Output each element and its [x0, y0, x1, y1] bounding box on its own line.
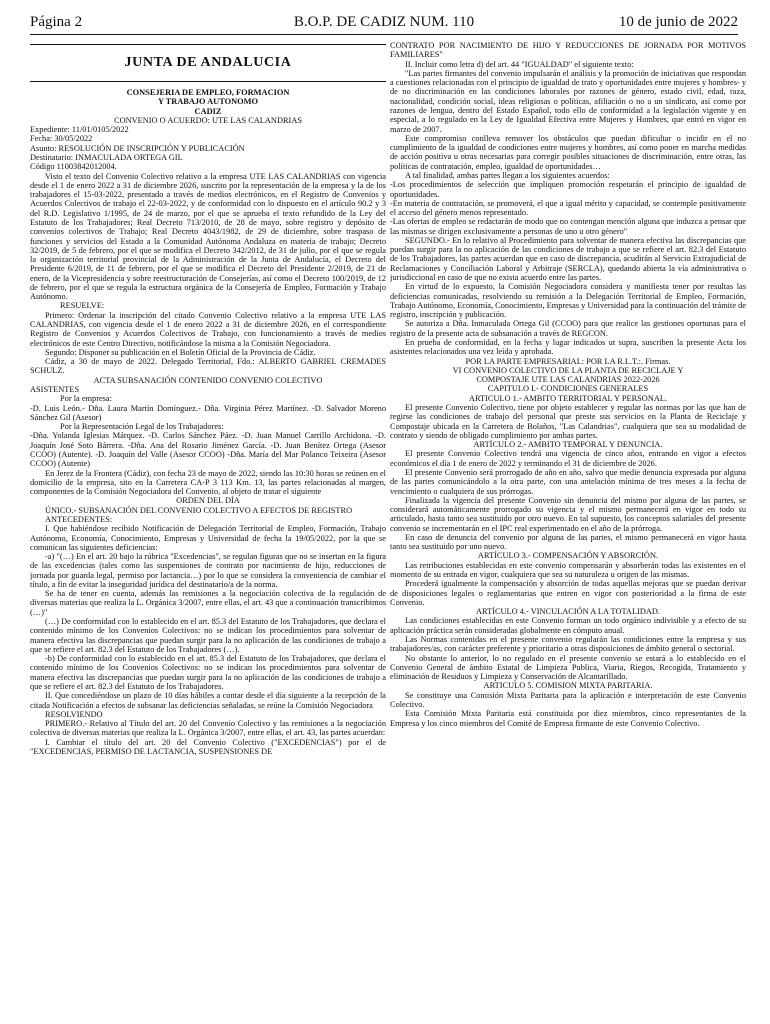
subheading: ASISTENTES — [30, 385, 80, 394]
body-paragraph: En prueba de conformidad, en la fecha y lugar indicados ut supra, suscriben la presente Acta los asistentes relacionados una vez leída y aprobada. — [390, 338, 746, 357]
body-paragraph: Visto el texto del Convenio Colectivo relativo a la empresa UTE LAS CALANDRIAS con vigencia desde el 1 de enero 2022 a 31 de diciembre 2026, suscrito por la representación de la empresa y la de los trabajadores el 15-03-2022, presentado a través de medios electrónicos, en el Registro de Convenios y Acuerdos Colectivos de trabajo el 22-03-2022, y de conformidad con lo dispuesto en el artículo 90.2 y 3 del R.D. Legislativo 1/1995, de 24 de marzo, por el que se aprueba el texto refundido de la Ley del Estatuto de los Trabajadores; Real Decreto 713/2010, de 28 de mayo, sobre registro y depósito de convenios colectivos de Trabajo; Real Decreto 4043/1982, de 29 de diciembre, sobre traspaso de funciones y servicios del Estado a la Comunidad Autónoma Andaluza en materia de trabajo; Decreto 32/2019, de 5 de febrero, por el que se modifica el Decreto 342/2012, de 31 de julio, por el que se regula la organización territorial provincial de la Administración de la Junta de Andalucía, el Decreto del Presidente 6/2019, de 11 de febrero, por el que se modifica el Decreto del Presidente 2/2019, de 21 de enero, de la Vicepresidencia y sobre reestructuración de Consejerías, así como el Decreto 100/2019, de 12 de febrero, por el que se regula la estructura orgánica de la Consejería de Empleo, Formación y Trabajo Autónomo. — [30, 171, 386, 302]
article-heading: ARTÍCULO 2.- AMBITO TEMPORAL Y DENUNCIA. — [473, 440, 663, 450]
publication-title: B.O.P. DE CADIZ NUM. 110 — [293, 14, 475, 30]
subheading: RESOLVIENDO — [45, 709, 103, 719]
subheading: Por la empresa: — [60, 394, 112, 404]
body-paragraph: -a) "(…) En el art. 20 bajo la rúbrica "Excedencias", se regulan figuras que no se insertan en la figura de las excedencias (tales como las suspensiones de contrato por nacimiento de hijo, reducciones de jornada por guarda legal, permiso por lactancia…) por lo que se considera la conveniencia de cambiar el título, a fin de evitar la inseguridad jurídica del destinatario/a de la norma. — [30, 552, 386, 589]
chapter-heading: CAPITULO I.- CONDICIONES GENERALES — [487, 384, 649, 394]
subheading: Por la Representación Legal de los Trabajadores: — [60, 422, 224, 432]
right-column — [390, 41, 746, 1021]
authority-location: CADIZ — [194, 106, 222, 116]
subheading: RESUELVE: — [60, 301, 105, 311]
body-paragraph: En virtud de lo expuesto, la Comisión Negociadora considera y manifiesta tener por resultas las deficiencias comunicadas, resolviendo su remisión a la Delegación Territorial de Empleo, Formación, Trabajo Autónomo, Economía, Conocimiento, Empresas y Universidad para la continuación del trámite de registro, inscripción y publicación. — [390, 282, 746, 320]
article-heading: ARTÍCULO 3.- COMPENSACIÓN Y ABSORCIÓN. — [477, 551, 659, 561]
body-paragraph: Las Normas contenidas en el presente convenio regularán las condiciones entre la empresa y sus trabajadores/as, con carácter preferente y prioritario a otras disposiciones de ámbito general o sectorial. — [390, 635, 746, 654]
body-paragraph: A tal finalidad, ambas partes llegan a los siguientes acuerdos: — [405, 170, 610, 180]
body-paragraph: No obstante lo anterior, lo no regulado en el presente convenio se estará a lo establecido en el Convenio General de ámbito Estatal de Limpieza Publica, Viaria, Riegos, Recogida, Tratamiento y eliminación de Residuos y Limpieza y Conservación de Alcantarillado. — [390, 653, 746, 682]
body-paragraph: -Dña. Yolanda Iglesias Márquez. -D. Carlos Sánchez Páez. -D. Juan Manuel Carrillo Archidona. -D. Joaquín José Soto Bárrera. -Dña. Ana del Rosario Jiménez García. -D. Juan Benítez Ortega (Asesor CCOO) (Autente). -D. Joaquín del Valle (Asesor CCOO) -Dña. María del Mar Polanco Teixeira (Asesor CCOO) (Autente) — [30, 431, 386, 469]
body-paragraph: -D. Luis León.- Dña. Laura Martín Domínguez.- Dña. Virginia Pérez Martínez. -D. Salvador Moreno Sánchez Gil (Asesor) — [30, 403, 386, 422]
left-column — [30, 44, 386, 1024]
body-paragraph: Las condiciones establecidas en este Convenio forman un todo orgánico indivisible y a efecto de su aplicación práctica serán consideradas globalmente en cómputo anual. — [390, 616, 746, 635]
body-paragraph: Se ha de tener en cuenta, además las remisiones a la negociación colectiva de la regulación de diversas materias que realiza la L. Orgánica 3/2007, entre ellas, el art. 43 que a continuación transcribimos (…)" — [30, 589, 386, 617]
convention-title: VI CONVENIO COLECTIVO DE LA PLANTA DE RECICLAJE Y — [452, 365, 684, 375]
body-paragraph: II. Que concediéndose un plazo de 10 días hábiles a contar desde el día siguiente a la recepción de la citada Notificación a efectos de subsanar las deficiencias señaladas, se reúne la Comisión Negociadora — [30, 691, 386, 710]
body-paragraph: Se autoriza a Dña. Inmaculada Ortega Gil (CCOO) para que realice las gestiones oportunas para el registro de la presente acta de subsanación a través de REGCON. — [390, 319, 746, 338]
agreement-title: CONVENIO O ACUERDO: UTE LAS CALANDRIAS — [114, 115, 302, 125]
article-heading: ARTICULO 5. COMISION MIXTA PARITARIA. — [483, 681, 653, 691]
list-item: -En materia de contratación, se promoverá, el que a igual mérito y capacidad, se contemple positivamente el acceso del género menos representado. — [390, 198, 746, 218]
signature-line: POR LA PARTE EMPRESARIAL: POR LA R.L.T.:. Firmas. — [465, 356, 671, 366]
body-paragraph: CONTRATO POR NACIMIENTO DE HIJO Y REDUCCIONES DE JORNADA POR MOTIVOS FAMILIARES" — [390, 41, 746, 60]
section-heading — [30, 44, 386, 82]
body-paragraph: En Jerez de la Frontera (Cádiz), con fecha 23 de mayo de 2022, siendo las 10:30 horas se reúnen en el domicilio de la empresa, sito en la Carretera CA-P 3 113 Km. 13, las partes relacionadas al margen, componentes de la Comisión Negociadora del Convenio, al objeto de tratar el siguiente — [30, 468, 386, 497]
body-paragraph: PRIMERO.- Relativo al Título del art. 20 del Convenio Colectivo y las remisiones a la negociación colectiva de diversas materias que realiza la L. Orgánica 3/2007, entre ellas, el art. 43, las partes acuerdan: — [30, 719, 386, 738]
body-paragraph: Esta Comisión Mixta Paritaria está constituida por diez miembros, cinco representantes de la Empresa y los cinco miembros del Comité de Empresa firmante de este Convenio Colectivo. — [390, 709, 746, 728]
list-item: -Los procedimientos de selección que impliquen promoción respetarán el principio de igualdad de oportunidades. — [390, 180, 746, 199]
section-title: JUNTA DE ANDALUCIA — [124, 55, 292, 71]
body-paragraph: "Las partes firmantes del convenio impulsarán el análisis y la promoción de iniciativas que respondan a cuestiones relacionadas con el principio de igualdad de trato y oportunidades entre mujeres y hombres- y de no discriminación en las condiciones laborales por razones de género, estado civil, edad, raza, nacionalidad, condición social, ideas religiosas o políticas, afiliación o no a un sindicato, así como por razones de lengua, dentro del Estado Español, todo ello de conformidad a la legislación vigente y en especial, a lo regulado en la Ley de Igualdad Efectiva entre Mujeres y Hombres, que entró en vigor en marzo de 2007. — [390, 68, 746, 134]
body-paragraph: En caso de denuncia del convenio por alguna de las partes, el mismo permanecerá en vigor hasta tanto sea sustituido por uno nuevo. — [390, 532, 746, 552]
page-header — [30, 12, 738, 35]
meta-line: Destinatario: INMACULADA ORTEGA GIL — [30, 152, 183, 162]
meta-line: Asunto: RESOLUCIÓN DE INSCRIPCIÓN Y PUBLICACIÓN — [30, 143, 245, 153]
body-paragraph: Este compromiso conlleva remover los obstáculos que puedan dificultar o incidir en el no cumplimiento de la igualdad de condiciones entre mujeres y hombres, así como poner en marcha medidas de acción positiva u otras necesarias para corregir posibles situaciones de discriminación, entre otras, las políticas de contratación, empleo, igualdad de oportunidades… — [390, 133, 746, 171]
article-heading: ARTICULO 1.- AMBITO TERRITORIAL Y PERSONAL. — [468, 393, 668, 403]
body-paragraph: -b) De conformidad con lo establecido en el art. 85.3 del Estatuto de los Trabajadores, que declara el contenido mínimo de los Convenios Colectivos: no se indican los procedimientos para solventar de manera efectiva las discrepancias que puedan surgir para la no aplicación de las condiciones de trabajo a que se refiere el art. 82.3 del Estatuto de los Trabajadores. — [30, 654, 386, 691]
body-paragraph: Finalizada la vigencia del presente Convenio sin denuncia del mismo por alguna de las partes, se considerará automáticamente prorrogado su vigencia y el mismo permanecerá en vigor en todo su articulado, hasta tanto sea sustituido por otro nuevo. En tal supuesto, los conceptos salariales del presente convenio se incrementarán en el IPC real experimentado en el año de la prórroga. — [390, 495, 746, 533]
body-paragraph: Las retribuciones establecidas en este convenio compensarán y absorberán todas las existentes en el momento de su entrada en vigor, cualquiera que sea su naturaleza u origen de las mismas. — [390, 560, 746, 580]
authority-name: CONSEJERIA DE EMPLEO, FORMACION — [126, 88, 290, 97]
subheading: ÚNICO.- SUBSANACIÓN DEL CONVENIO COLECTIVO A EFECTOS DE REGISTRO — [45, 505, 353, 515]
article-heading: ARTÍCULO 4.- VINCULACIÓN A LA TOTALIDAD. — [475, 607, 660, 617]
subheading: ANTECEDENTES: — [45, 514, 113, 524]
signature-paragraph: Cádiz, a 30 de mayo de 2022. Delegado Territorial, Fdo.: ALBERTO GABRIEL CREMADES SCHULZ. — [30, 357, 386, 376]
authority-name: Y TRABAJO AUTONOMO — [158, 97, 258, 107]
subheading: ORDEN DEL DÍA — [176, 496, 240, 506]
body-paragraph: El presente Convenio Colectivo tendrá una vigencia de cinco años, entrando en vigor a efectos económicos el día 1 de enero de 2022 y terminando el 31 de diciembre de 2026. — [390, 449, 746, 468]
publication-date: 10 de junio de 2022 — [618, 14, 738, 30]
body-paragraph: I. Cambiar el título del art. 20 del Convenio Colectivo ("EXCEDENCIAS") por el de "EXCEDENCIAS, PERMISO DE LACTANCIA, SUSPENSIONES DE — [30, 737, 386, 756]
convention-title: COMPOSTAJE UTE LAS CALANDRIAS 2022-2026 — [476, 375, 660, 385]
body-paragraph: El presente Convenio Colectivo, tiene por objeto establecer y regular las normas por las que han de regirse las condiciones de trabajo del personal que preste sus servicios en la Planta de Reciclaje y Compostaje ubicada en la Carretera de Bolaños, "Las Calandrias", cualquiera que sea su modalidad de contrato y siendo de obligado cumplimiento por ambas partes. — [390, 402, 746, 440]
body-paragraph: II. Incluir como letra d) del art. 44 "IGUALDAD" el siguiente texto: — [405, 59, 634, 69]
meta-line: Expediente: 11/01/0105/2022 — [30, 125, 129, 135]
body-paragraph: Procederá igualmente la compensación y absorción de todas aquellas mejoras que se puedan derivar de disposiciones legales o reglamentarias que entren en vigor con posterioridad a la firma de este Convenio. — [390, 579, 746, 607]
body-paragraph: I. Que habiéndose recibido Notificación de Delegación Territorial de Empleo, Formación, Trabajo Autónomo, Economía, Conocimiento, Empresas y Universidad de fecha la 19/05/2022, por la que se comunican las siguientes deficiencias: — [30, 524, 386, 552]
body-paragraph: SEGUNDO.- En lo relativo al Procedimiento para solventar de manera efectiva las discrepancias que puedan surgir para la no aplicación de las condiciones de trabajo a que se refiere el art. 82.3 del Estatuto de los Trabajadores, las partes acuerdan que en caso de discrepancia, acudirán al Servicio Extrajudicial de Reclamaciones y Conciliación Laboral y Arbitraje (SERCLA), quedando abierta la vía administrativa o jurisdiccional en caso de que no exista acuerdo entre las partes. — [390, 235, 746, 283]
page-number: Página 2 — [30, 14, 83, 30]
list-item: -Las ofertas de empleo se redactarán de modo que no contengan mención alguna que induzca a pensar que las mismas se dirigen exclusivamente a personas de uno u otro género" — [390, 217, 746, 236]
body-paragraph: El presente Convenio será prorrogado de año en año, salvo que medie denuncia expresada por alguna de las partes comunicándolo a la otra parte, con una antelación mínima de tres meses a la fecha de vencimiento o cualquiera de sus prórrogas. — [390, 467, 746, 496]
body-paragraph: Se constituye una Comisión Mixta Paritaria para la aplicación e interpretación de este Convenio Colectivo. — [390, 690, 746, 709]
meta-line: Fecha: 30/05/2022 — [30, 134, 93, 144]
subheading: ACTA SUBSANACIÓN CONTENIDO CONVENIO COLECTIVO — [93, 375, 323, 385]
body-paragraph: Segundo: Disponer su publicación en el Boletín Oficial de la Provincia de Cádiz. — [45, 347, 316, 357]
body-paragraph: (…) De conformidad con lo establecido en el art. 85.3 del Estatuto de los Trabajadores, que declara el contenido mínimo de los Convenios Colectivos: no se indican los procedimientos para solventar de manera efectiva las discrepancias que puedan surgir para la no aplicación de las condiciones de trabajo a que se refiere el art. 82.3 del Estatuto de los Trabajadores (…). — [30, 617, 386, 654]
meta-line: Código 11003842012004. — [30, 162, 117, 172]
body-paragraph: Primero: Ordenar la inscripción del citado Convenio Colectivo relativo a la empresa UTE LAS CALANDRIAS, con vigencia desde el 1 de enero 2022 a 31 de diciembre 2026, en el correspondiente Registro de Convenios y Acuerdos Colectivos de Trabajo, con funcionamiento a través de medios electrónicos de este Centro Directivo, notificándose la misma a la Comisión Negociadora. — [30, 310, 386, 348]
